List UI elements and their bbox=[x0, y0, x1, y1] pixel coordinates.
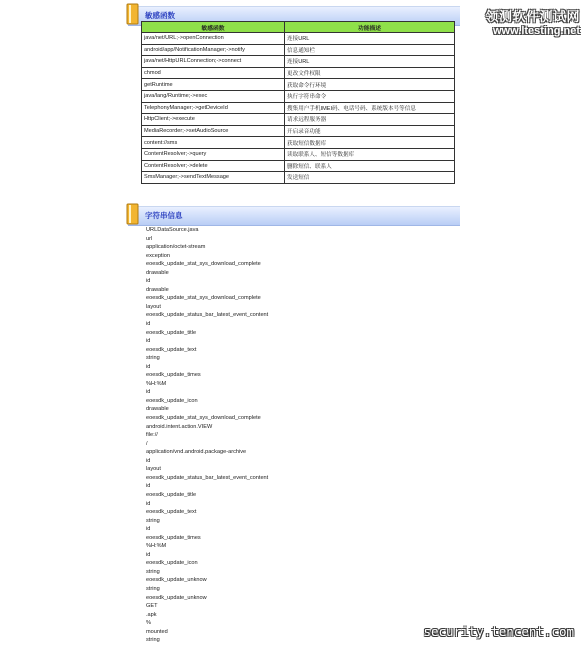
list-item: eoesdk_update_icon bbox=[146, 560, 198, 567]
list-item: id bbox=[146, 483, 151, 490]
table-row bbox=[142, 56, 455, 68]
list-item: id bbox=[146, 389, 151, 396]
function-cell: java/net/URL;->openConnection bbox=[142, 33, 285, 45]
description-cell: 开启录音功能 bbox=[285, 125, 455, 137]
description-cell: 获取短信数据库 bbox=[285, 137, 455, 149]
list-item: mounted bbox=[146, 628, 168, 635]
table-row bbox=[142, 160, 455, 172]
watermark-bottom: security.tencent.com bbox=[423, 624, 574, 639]
table-row bbox=[142, 102, 455, 114]
table-row bbox=[142, 67, 455, 79]
list-item: string bbox=[146, 585, 160, 592]
list-item: application/octet-stream bbox=[146, 244, 206, 251]
table-row bbox=[142, 33, 455, 45]
description-cell: 搜集用户手机IMEI码、电话号码、系统版本号等信息 bbox=[285, 102, 455, 114]
list-item: %H:%M bbox=[146, 543, 167, 550]
function-cell: java/net/HttpURLConnection;->connect bbox=[142, 56, 285, 68]
list-item: file:// bbox=[146, 432, 158, 439]
list-item: eoesdk_update_title bbox=[146, 491, 197, 498]
description-cell: 连接URL bbox=[285, 56, 455, 68]
list-item: id bbox=[146, 278, 151, 285]
list-item: id bbox=[146, 321, 151, 328]
section-title: 字符串信息 bbox=[145, 211, 183, 220]
list-item: .apk bbox=[146, 611, 157, 618]
list-item: eoesdk_update_unknow bbox=[146, 594, 207, 601]
list-item: layout bbox=[146, 466, 161, 473]
function-cell: android/app/NotificationManager;->notify bbox=[142, 44, 285, 56]
function-cell: java/lang/Runtime;->exec bbox=[142, 90, 285, 102]
list-item: eoesdk_update_status_bar_latest_event_content bbox=[146, 474, 269, 481]
list-item: android.intent.action.VIEW bbox=[146, 423, 213, 430]
list-item: eoesdk_update_times bbox=[146, 372, 201, 379]
table-row bbox=[142, 44, 455, 56]
list-item: %H:%M bbox=[146, 380, 167, 387]
list-item: layout bbox=[146, 303, 161, 310]
list-item: eoesdk_update_unknow bbox=[146, 577, 207, 584]
list-item: / bbox=[146, 440, 148, 447]
list-item: id bbox=[146, 526, 151, 533]
list-item: string bbox=[146, 517, 160, 524]
description-cell: 发送短信 bbox=[285, 172, 455, 184]
function-cell: ContentResolver;->query bbox=[142, 148, 285, 160]
description-cell: 获取命令行环境 bbox=[285, 79, 455, 91]
section-header-string-info bbox=[128, 206, 460, 226]
list-item: drawable bbox=[146, 286, 169, 293]
list-item: id bbox=[146, 363, 151, 370]
list-item: eoesdk_update_stat_sys_download_complete bbox=[146, 415, 261, 422]
table-header-row bbox=[142, 22, 455, 33]
function-cell: HttpClient;->execute bbox=[142, 114, 285, 126]
list-item: exception bbox=[146, 252, 170, 259]
list-item: string bbox=[146, 355, 160, 362]
list-item: URLDataSource.java bbox=[146, 227, 199, 233]
table-row bbox=[142, 90, 455, 102]
list-item: % bbox=[146, 620, 151, 627]
description-cell: 连接URL bbox=[285, 33, 455, 45]
description-cell: 请求远程服务器 bbox=[285, 114, 455, 126]
description-cell: 删除短信、联系人 bbox=[285, 160, 455, 172]
list-item: GET bbox=[146, 603, 158, 610]
description-cell: 读取联系人、短信等数据库 bbox=[285, 148, 455, 160]
description-cell: 信息通知栏 bbox=[285, 44, 455, 56]
table-body bbox=[142, 33, 455, 184]
function-cell: MediaRecorder;->setAudioSource bbox=[142, 125, 285, 137]
string-list bbox=[146, 226, 268, 645]
table-row bbox=[142, 148, 455, 160]
table-row bbox=[142, 114, 455, 126]
list-item: eoesdk_update_stat_sys_download_complete bbox=[146, 295, 261, 302]
list-item: application/vnd.android.package-archive bbox=[146, 449, 247, 456]
list-item: eoesdk_update_icon bbox=[146, 397, 198, 404]
list-item: id bbox=[146, 457, 151, 464]
column-header-function: 敏感函数 bbox=[142, 22, 285, 33]
function-cell: TelephonyManager;->getDeviceId bbox=[142, 102, 285, 114]
book-icon bbox=[126, 3, 140, 25]
list-item: eoesdk_update_title bbox=[146, 329, 197, 336]
watermark-url: www.ltesting.net bbox=[493, 25, 580, 37]
section-title: 敏感函数 bbox=[145, 11, 175, 20]
list-item: eoesdk_update_status_bar_latest_event_content bbox=[146, 312, 269, 319]
description-cell: 执行字符串命令 bbox=[285, 90, 455, 102]
list-item: id bbox=[146, 338, 151, 345]
sensitive-functions-table bbox=[141, 21, 455, 184]
list-item: drawable bbox=[146, 269, 169, 276]
function-cell: ContentResolver;->delete bbox=[142, 160, 285, 172]
column-header-description: 功能描述 bbox=[285, 22, 455, 33]
list-item: eoesdk_update_stat_sys_download_complete bbox=[146, 261, 261, 268]
description-cell: 更改文件权限 bbox=[285, 67, 455, 79]
list-item: string bbox=[146, 568, 160, 575]
list-item: url bbox=[146, 235, 153, 242]
list-item: drawable bbox=[146, 406, 169, 413]
watermark-top bbox=[485, 6, 580, 37]
watermark-cn: 领测软件测试网 bbox=[485, 10, 580, 25]
list-item: eoesdk_update_text bbox=[146, 346, 197, 353]
function-cell: content://sms bbox=[142, 137, 285, 149]
list-item: eoesdk_update_times bbox=[146, 534, 201, 541]
table-row bbox=[142, 172, 455, 184]
list-item: string bbox=[146, 637, 160, 644]
function-cell: getRuntime bbox=[142, 79, 285, 91]
table-row bbox=[142, 125, 455, 137]
function-cell: SmsManager;->sendTextMessage bbox=[142, 172, 285, 184]
list-item: id bbox=[146, 551, 151, 558]
function-cell: chmod bbox=[142, 67, 285, 79]
table-row bbox=[142, 137, 455, 149]
table-row bbox=[142, 79, 455, 91]
list-item: eoesdk_update_text bbox=[146, 509, 197, 516]
book-icon bbox=[126, 203, 140, 225]
list-item: id bbox=[146, 500, 151, 507]
